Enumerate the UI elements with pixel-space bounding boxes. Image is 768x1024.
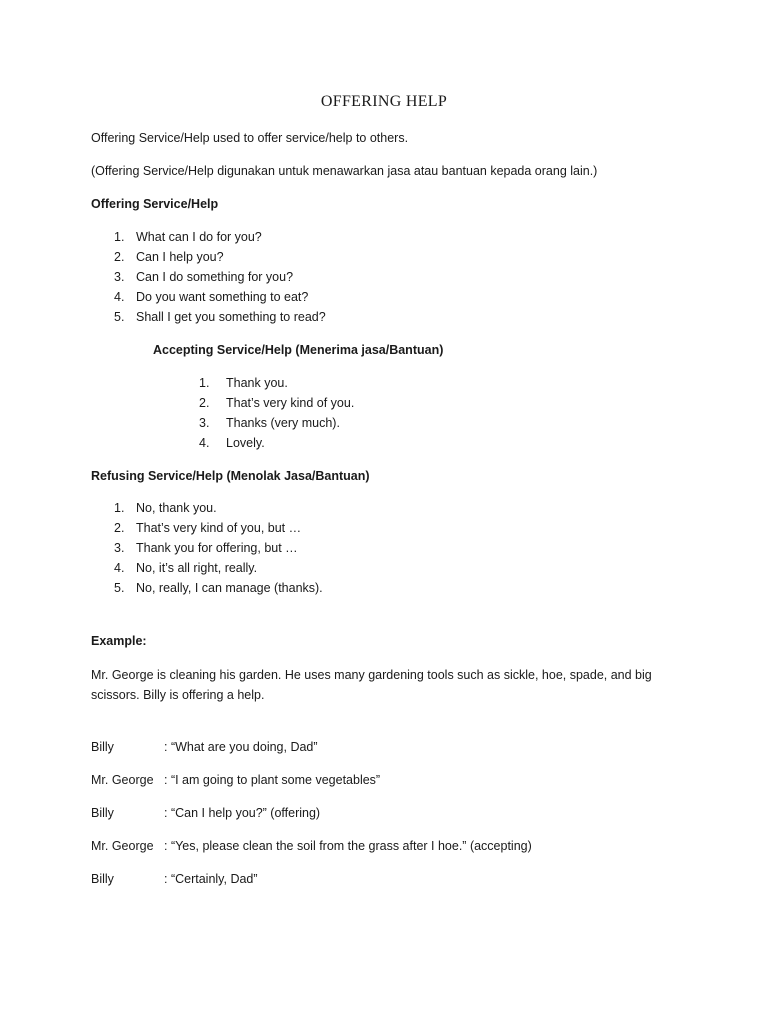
dialog-row	[91, 773, 380, 787]
dialog-row	[91, 839, 532, 853]
dialog-speaker: Billy	[91, 806, 114, 820]
list-number: 2.	[199, 396, 210, 410]
dialog-line: : “What are you doing, Dad”	[164, 740, 318, 754]
page-title: OFFERING HELP	[320, 93, 448, 110]
list-text: Do you want something to eat?	[136, 290, 309, 304]
list-text: That’s very kind of you, but …	[136, 521, 302, 535]
list-number: 2.	[114, 521, 125, 535]
list-number: 5.	[114, 310, 125, 324]
offering-list	[114, 227, 326, 327]
dialog-speaker: Mr. George	[91, 773, 154, 787]
list-number: 1.	[114, 230, 125, 244]
list-number: 2.	[114, 250, 125, 264]
intro-indonesian: (Offering Service/Help digunakan untuk menawarkan jasa atau bantuan kepada orang lain.)	[91, 164, 598, 178]
dialog-speaker: Billy	[91, 740, 114, 754]
list-number: 1.	[114, 501, 125, 515]
list-number: 3.	[114, 270, 125, 284]
list-number: 1.	[199, 376, 210, 390]
list-item	[114, 247, 326, 267]
list-item	[114, 498, 323, 518]
dialog-line: : “Yes, please clean the soil from the grass after I hoe.” (accepting)	[164, 839, 532, 853]
list-item	[114, 538, 323, 558]
list-item	[199, 413, 354, 433]
intro-english: Offering Service/Help used to offer service/help to others.	[91, 131, 409, 145]
list-number: 4.	[114, 561, 125, 575]
list-text: Lovely.	[226, 436, 265, 450]
dialog-speaker: Billy	[91, 872, 114, 886]
list-item	[199, 373, 354, 393]
list-text: No, it’s all right, really.	[136, 561, 258, 575]
dialog-row	[91, 806, 320, 820]
list-number: 5.	[114, 581, 125, 595]
list-number: 4.	[199, 436, 210, 450]
list-number: 3.	[199, 416, 210, 430]
list-text: Thank you for offering, but …	[136, 541, 298, 555]
list-item	[114, 267, 326, 287]
list-item	[114, 518, 323, 538]
dialog-row	[91, 872, 258, 886]
list-text: Shall I get you something to read?	[136, 310, 326, 324]
list-text: No, thank you.	[136, 501, 217, 515]
example-heading: Example:	[91, 634, 147, 648]
list-text: That’s very kind of you.	[226, 396, 355, 410]
dialog-speaker: Mr. George	[91, 839, 154, 853]
list-number: 3.	[114, 541, 125, 555]
list-text: No, really, I can manage (thanks).	[136, 581, 323, 595]
list-item	[114, 558, 323, 578]
list-text: What can I do for you?	[136, 230, 262, 244]
list-text: Thank you.	[226, 376, 288, 390]
list-item	[199, 393, 354, 413]
accepting-list	[199, 373, 354, 453]
offering-heading: Offering Service/Help	[91, 197, 219, 211]
list-item	[114, 287, 326, 307]
list-item	[114, 578, 323, 598]
dialog-line: : “Can I help you?” (offering)	[164, 806, 321, 820]
list-item	[114, 227, 326, 247]
list-text: Can I help you?	[136, 250, 224, 264]
example-paragraph-line-1: Mr. George is cleaning his garden. He uses many gardening tools such as sickle, hoe, spade, and big	[91, 668, 652, 682]
accepting-heading: Accepting Service/Help (Menerima jasa/Bantuan)	[153, 343, 444, 357]
dialog-line: : “Certainly, Dad”	[164, 872, 258, 886]
list-item	[114, 307, 326, 327]
refusing-list	[114, 498, 323, 598]
dialog-line: : “I am going to plant some vegetables”	[164, 773, 381, 787]
list-text: Can I do something for you?	[136, 270, 294, 284]
list-item	[199, 433, 354, 453]
list-number: 4.	[114, 290, 125, 304]
list-text: Thanks (very much).	[226, 416, 340, 430]
dialog-row	[91, 740, 318, 754]
example-paragraph-line-2: scissors. Billy is offering a help.	[91, 688, 265, 702]
refusing-heading: Refusing Service/Help (Menolak Jasa/Bantuan)	[91, 469, 370, 483]
